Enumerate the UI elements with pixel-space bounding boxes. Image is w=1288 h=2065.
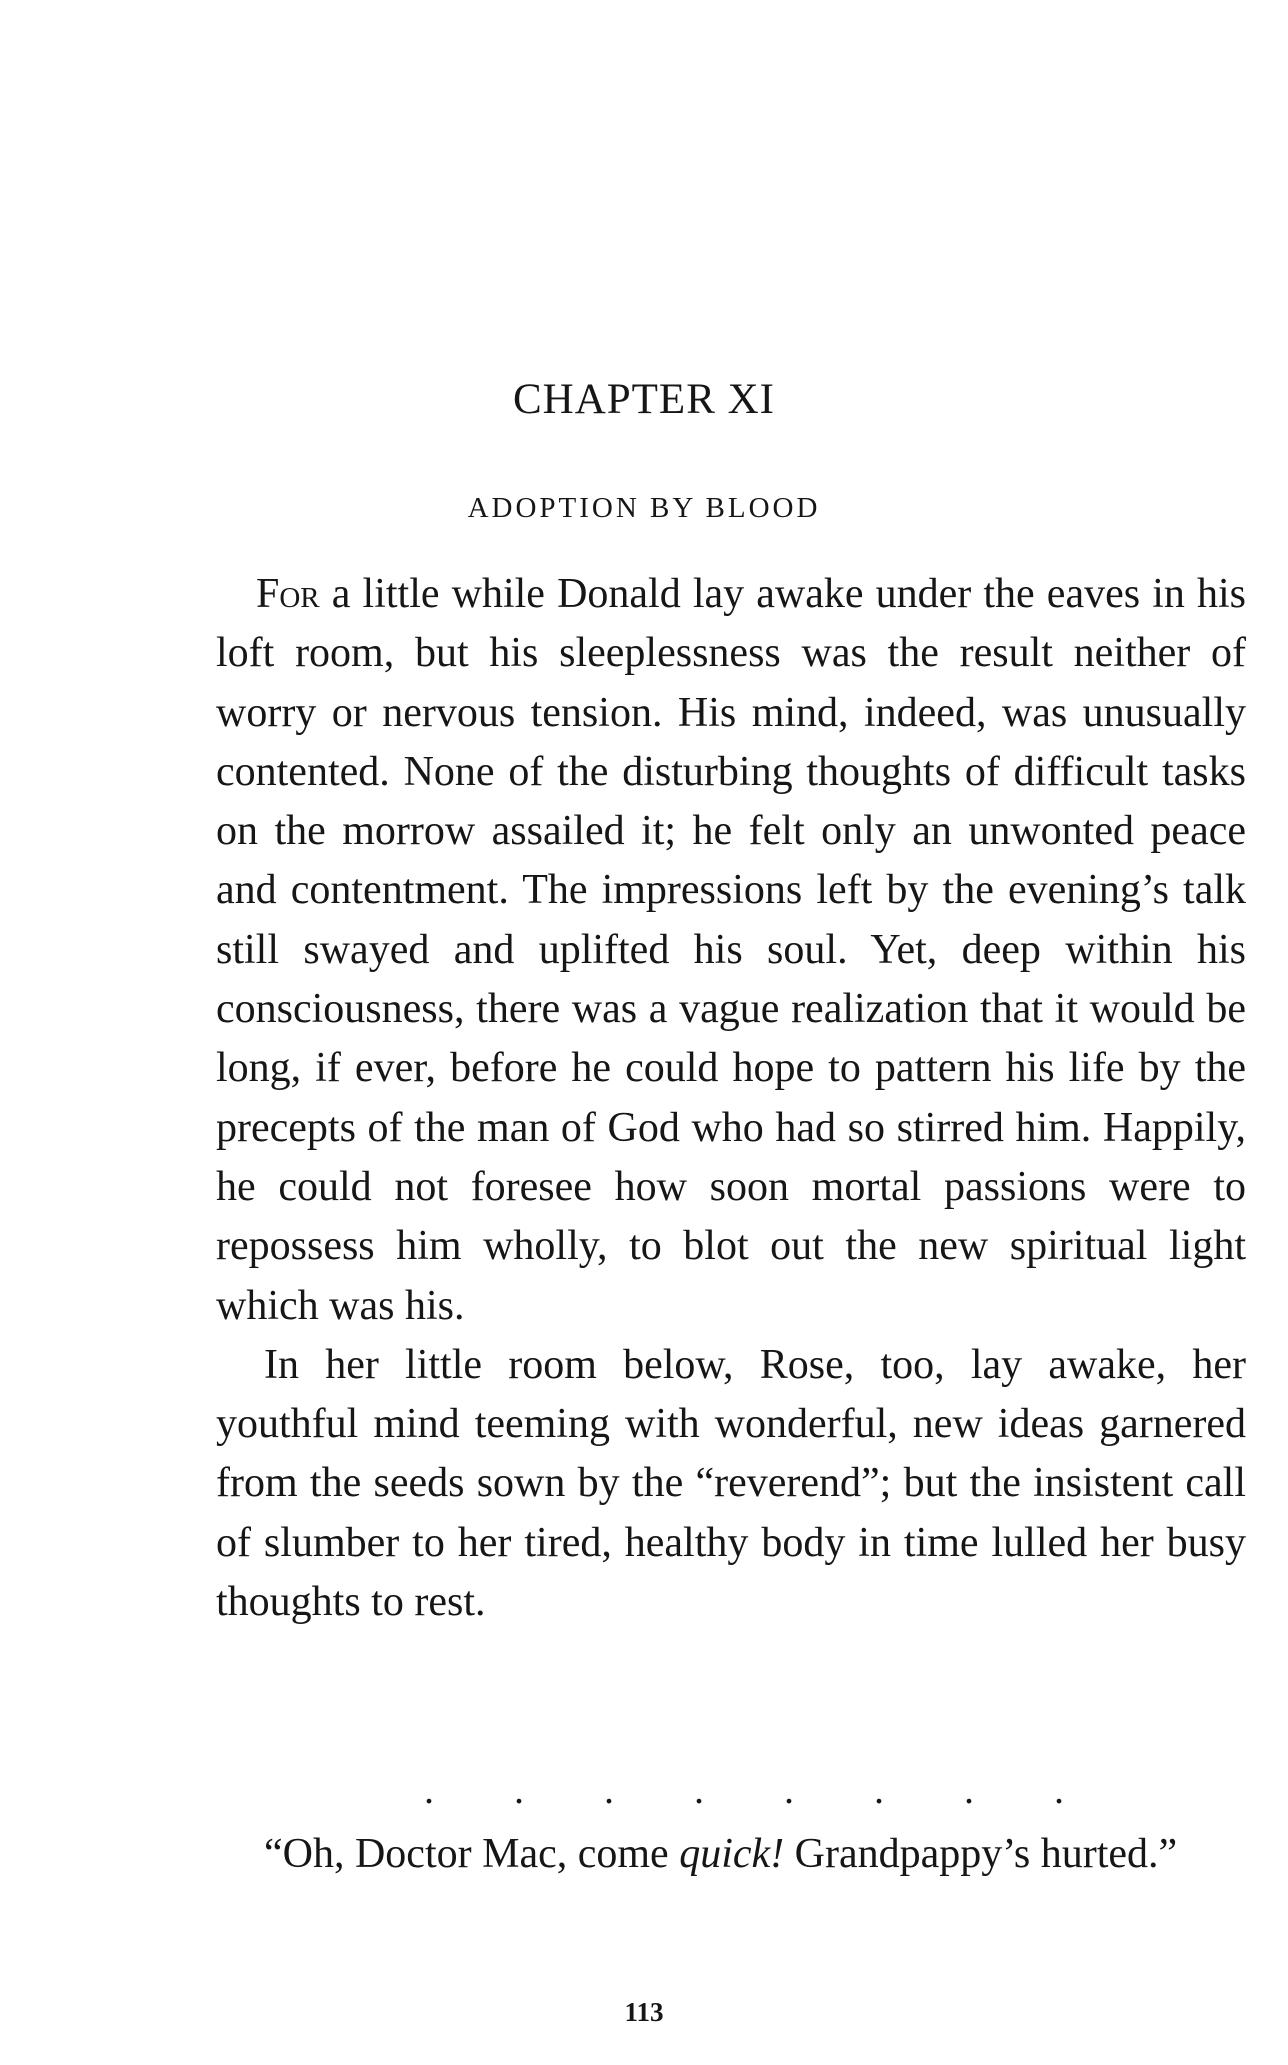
- section-break-dot: .: [1054, 1767, 1064, 1812]
- chapter-title: CHAPTER XI: [512, 376, 776, 423]
- paragraph-1: [216, 565, 1246, 1336]
- section-break-dot: .: [424, 1767, 434, 1812]
- dialogue-text-end: Grandpappy’s hurted.”: [784, 1831, 1178, 1877]
- dialogue-paragraph: [216, 1825, 1246, 1884]
- dialogue: [216, 1825, 1246, 1884]
- dialogue-text-start: “Oh, Doctor Mac, come: [264, 1831, 680, 1877]
- section-break-dot: .: [964, 1767, 974, 1812]
- section-break-dot: .: [514, 1767, 524, 1812]
- section-break-dot: .: [874, 1767, 884, 1812]
- drop-lead-word: For: [256, 571, 320, 617]
- paragraph-2: In her little room below, Rose, too, lay awake, her youthful mind teeming with wonderful, new ideas garnered from the seeds sown by the “reverend”; but the insistent call of slumber to her tired, healthy body in time lulled her busy thoughts to rest.: [216, 1341, 1246, 1626]
- dialogue-emphasis: quick!: [679, 1831, 785, 1877]
- section-break: [424, 1767, 1064, 1812]
- paragraph-1-text: a little while Donald lay awake under the eaves in his loft room, but his sleeplessness was the result neither of worry or nervous tension. His mind, indeed, was unusually contented. None of the disturbing thoughts of difficult tasks on the morrow assailed it; he felt only an unwonted peace and contentment. The impressions left by the evening’s talk still swayed and uplifted his soul. Yet, deep within his consciousness, there was a vague realization that it would be long, if ever, before he could hope to pattern his life by the precepts of the man of God who had so stirred him. Happily, he could not foresee how soon mortal passions were to repossess him wholly, to blot out the new spiritual light which was his.: [216, 571, 1246, 1329]
- section-break-dot: .: [784, 1767, 794, 1812]
- chapter-body: [216, 565, 1246, 1632]
- chapter-subtitle: ADOPTION BY BLOOD: [467, 492, 821, 524]
- section-break-dot: .: [694, 1767, 704, 1812]
- page-number: 113: [624, 1997, 664, 2027]
- section-break-dot: .: [604, 1767, 614, 1812]
